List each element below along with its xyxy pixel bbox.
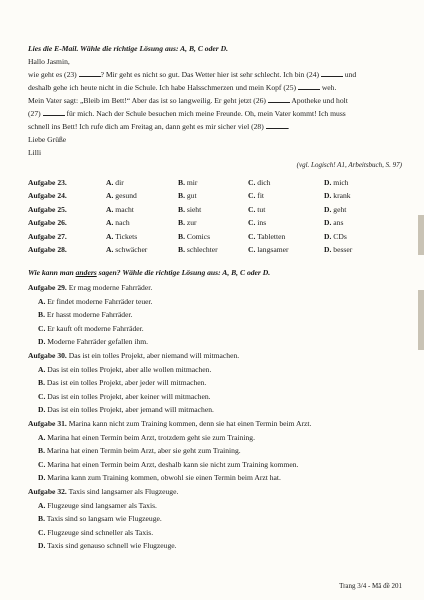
option-text: schlechter [186,245,218,254]
task-choice[interactable] [38,460,298,469]
option-letter: C. [248,191,256,201]
choice-letter: A. [38,500,46,510]
email-line-5: schnell ins Bett! Ich rufe dich am Freitag an, dann geht es mir sicher viel (28) . [28,122,290,131]
task-choice[interactable] [38,446,241,455]
email-signature: Lilli [28,148,42,157]
task-label: Aufgabe 29. [28,283,67,292]
choice-letter: A. [38,432,46,442]
choice-text: Flugzeuge sind schneller als Taxis. [47,527,154,537]
choice-text: Das ist ein tolles Projekt, aber jeder will mitmachen. [46,378,207,388]
answer-blank-26[interactable] [268,96,290,103]
option-text: langsamer [257,245,289,254]
option-letter: B. [178,231,185,241]
option-text: Tabletten [257,231,286,241]
choice-text: Taxis sind genauso schnell wie Flugzeuge. [47,541,177,551]
choice-letter: C. [38,459,46,469]
question-row [28,205,408,216]
choice-text: Er kauft oft moderne Fahrräder. [47,323,144,333]
task-prompt [28,283,152,292]
option-b[interactable] [178,178,197,187]
choice-letter: C. [38,391,46,401]
task-choice[interactable] [38,297,153,306]
question-label: Aufgabe 25. [28,204,67,214]
option-d[interactable] [324,245,352,254]
task-choice[interactable] [38,528,153,537]
answer-blank-28[interactable] [266,122,288,129]
choice-text: Flugzeuge sind langsamer als Taxis. [47,500,157,510]
option-text: macht [115,204,134,214]
option-d[interactable] [324,218,343,227]
task-label: Aufgabe 32. [28,487,67,496]
task-prompt [28,351,239,360]
option-c[interactable] [248,218,266,227]
option-text: mich [333,178,349,187]
option-text: mir [186,178,198,187]
option-letter: B. [178,218,185,228]
option-c[interactable] [248,178,270,187]
question-label: Aufgabe 26. [28,218,67,228]
task-label: Aufgabe 31. [28,419,67,428]
option-letter: D. [324,178,332,187]
task-choice[interactable] [38,337,148,346]
option-letter: B. [178,245,185,254]
option-b[interactable] [178,245,218,254]
option-letter: D. [324,218,332,228]
option-text: ins [257,218,267,228]
question-row [28,232,408,243]
source-citation: (vgl. Logisch! A1, Arbeitsbuch, S. 97) [296,161,402,169]
question-label: Aufgabe 28. [28,245,67,254]
option-b[interactable] [178,191,197,200]
page-footer: Trang 3/4 - Mã đề 201 [339,582,402,590]
question-row [28,245,408,256]
email-line-2: deshalb gehe ich heute nicht in die Schule. Ich habe Halsschmerzen und mein Kopf (25) weh. [28,83,337,92]
answer-blank-25[interactable] [298,83,320,90]
option-letter: C. [248,245,256,254]
scan-edge-mark [418,215,424,255]
option-c[interactable] [248,191,264,200]
option-text: fit [257,191,265,201]
question-row [28,218,408,229]
option-text: zur [186,218,197,228]
task-prompt [28,487,178,496]
option-text: gesund [115,191,137,201]
option-text: ans [333,218,344,228]
answer-blank-24[interactable] [321,70,343,77]
choice-text: Das ist ein tolles Projekt, aber alle wollen mitmachen. [47,364,212,374]
task-choice[interactable] [38,392,211,401]
choice-text: Taxis sind so langsam wie Flugzeuge. [46,514,162,524]
option-a[interactable] [106,178,124,187]
option-letter: D. [324,191,332,201]
option-c[interactable] [248,245,289,254]
option-letter: B. [178,204,185,214]
option-letter: A. [106,218,114,228]
option-text: tut [257,204,266,214]
option-letter: B. [178,191,185,201]
choice-text: Das ist ein tolles Projekt, aber keiner will mitmachen. [47,391,211,401]
question-row [28,178,408,189]
option-text: besser [333,245,353,254]
task-choice[interactable] [38,514,162,523]
option-text: dir [115,178,124,187]
task-text: Marina kann nicht zum Training kommen, denn sie hat einen Termin beim Arzt. [68,419,312,428]
option-letter: A. [106,245,114,254]
choice-text: Marina hat einen Termin beim Arzt, aber sie geht zum Training. [46,446,241,456]
option-text: geht [333,204,347,214]
option-d[interactable] [324,205,346,214]
option-c[interactable] [248,232,285,241]
email-line-1: wie geht es (23) ? Mir geht es nicht so gut. Das Wetter hier ist sehr schlecht. Ich bin (24) und [28,70,357,79]
choice-letter: C. [38,323,46,333]
option-c[interactable] [248,205,265,214]
choice-text: Moderne Fahrräder gefallen ihm. [47,337,149,347]
choice-letter: D. [38,405,46,415]
option-text: schwächer [115,245,148,254]
option-letter: C. [248,231,256,241]
option-b[interactable] [178,218,197,227]
task-choice[interactable] [38,501,157,510]
scan-edge-mark [418,290,424,350]
task-choice[interactable] [38,365,211,374]
email-greeting: Hallo Jasmin, [28,57,70,66]
answer-blank-23[interactable] [79,70,101,77]
choice-text: Marina hat einen Termin beim Arzt, deshalb kann sie nicht zum Training kommen. [47,459,299,469]
option-b[interactable] [178,205,201,214]
choice-letter: B. [38,446,45,456]
option-letter: D. [324,245,332,254]
task-text: Das ist ein tolles Projekt, aber niemand will mitmachen. [68,351,240,360]
task-choice[interactable] [38,324,144,333]
option-letter: A. [106,204,114,214]
choice-letter: C. [38,527,46,537]
option-text: CDs [333,231,347,241]
option-letter: A. [106,231,114,241]
option-letter: A. [106,191,114,201]
option-text: sieht [186,204,202,214]
task-choice[interactable] [38,473,281,482]
choice-letter: A. [38,296,46,306]
option-letter: A. [106,178,114,187]
option-text: nach [115,218,130,228]
option-text: gut [186,191,197,201]
question-label: Aufgabe 24. [28,191,67,201]
answer-blank-27[interactable] [43,109,65,116]
option-d[interactable] [324,178,348,187]
reading-instruction: Lies die E-Mail. Wähle die richtige Lösung aus: A, B, C oder D. [28,44,228,53]
task-label: Aufgabe 30. [28,351,67,360]
task-choice[interactable] [38,541,177,550]
choice-letter: B. [38,378,45,388]
email-line-4: (27) für mich. Nach der Schule besuchen mich meine Freunde. Oh, mein Vater kommt! Ich muss [28,109,346,118]
option-text: Tickets [115,231,138,241]
choice-letter: D. [38,337,46,347]
choice-letter: D. [38,541,46,551]
option-letter: B. [178,178,185,187]
task-choice[interactable] [38,433,255,442]
option-letter: D. [324,231,332,241]
choice-text: Er findet moderne Fahrräder teuer. [47,296,153,306]
option-text: Comics [186,231,211,241]
option-a[interactable] [106,245,147,254]
part2-instruction: Wie kann man anders sagen? Wähle die richtige Lösung aus: A, B, C oder D. [28,268,271,277]
task-prompt [28,419,311,428]
option-d[interactable] [324,232,347,241]
option-text: dich [257,178,271,187]
choice-letter: B. [38,514,45,524]
option-a[interactable] [106,232,137,241]
option-a[interactable] [106,205,134,214]
choice-letter: A. [38,364,46,374]
option-d[interactable] [324,191,351,200]
choice-letter: B. [38,310,45,320]
option-text: krank [333,191,351,201]
question-label: Aufgabe 27. [28,231,67,241]
task-choice[interactable] [38,310,133,319]
question-row [28,191,408,202]
option-a[interactable] [106,218,130,227]
choice-letter: D. [38,473,46,483]
email-line-3: Mein Vater sagt: „Bleib im Bett!“ Aber das ist so langweilig. Er geht jetzt (26) Apotheke und holt [28,96,348,105]
question-label: Aufgabe 23. [28,178,67,187]
choice-text: Marina hat einen Termin beim Arzt, trotzdem geht sie zum Training. [47,432,255,442]
option-letter: C. [248,178,256,187]
choice-text: Er hasst moderne Fahrräder. [46,310,133,320]
task-choice[interactable] [38,405,214,414]
option-a[interactable] [106,191,137,200]
task-choice[interactable] [38,378,206,387]
email-closing: Liebe Grüße [28,135,67,144]
choice-text: Das ist ein tolles Projekt, aber jemand will mitmachen. [47,405,214,415]
option-letter: D. [324,204,332,214]
option-letter: C. [248,218,256,228]
option-letter: C. [248,204,256,214]
task-text: Er mag moderne Fahrräder. [68,283,153,292]
task-text: Taxis sind langsamer als Flugzeuge. [68,487,179,496]
choice-text: Marina kann zum Training kommen, obwohl sie einen Termin beim Arzt hat. [47,473,281,483]
option-b[interactable] [178,232,210,241]
